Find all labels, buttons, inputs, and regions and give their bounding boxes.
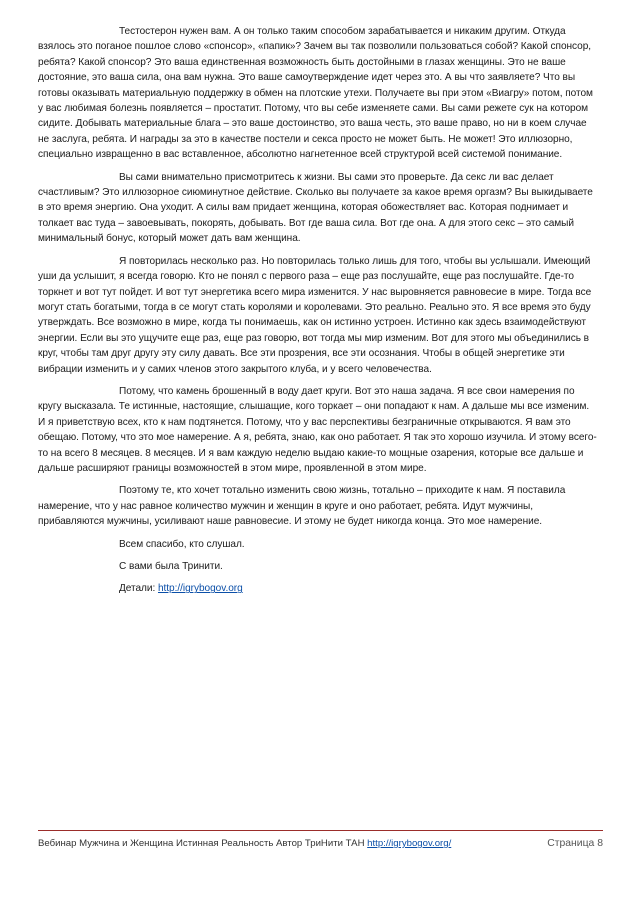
page-number: Страница 8 xyxy=(547,838,603,849)
footer-divider xyxy=(38,830,603,831)
footer-text: Вебинар Мужчина и Женщина Истинная Реальность Автор ТриНити ТАН xyxy=(38,838,368,849)
paragraph-repeated: Я повторилась несколько раз. Но повторилась только лишь для того, чтобы вы услышали. Имеющий уши да услышит, я всегда говорю. Кто не понял с первого раза – еще раз послушайте, еще раз послушайте. Где-то торкнет и вот тут пойдет. И вот тут энергетика всего мира изменится. У нас выровняется равновесие в мире. Тогда все могут стать богатыми, тогда в се могут стать королями и королевами. Это реально. Реально это. Я все время это буду утверждать. Все возможно в мире, когда ты понимаешь, как он истинно устроен. Истинно как здесь взаимодействуют энергии. Если вы это ущучите еще раз, еще раз говорю, вот тогда мы мир изменим. Вот для этого мы объединились в круг, чтобы там друг другу эту силу давать. Все эти прозрения, все эти осознания. Чтобы в общей энергетике эти вибрации изменить и у самих членов этого закрытого клуба, и у всего человечества. xyxy=(38,255,592,375)
paragraph-stone-in-water: Потому, что камень брошенный в воду дает круги. Вот это наша задача. Я все свои намерения по кругу высказала. Те истинные, настоящие, слышащие, кого торкает – они попадают к нам. А дальше мы все изменим. И я приветствую всех, кто к нам подтянется. Потому, что у вас перспективы безграничные открываются. Я вам это обещаю. Потому, что это мое намерение. А я, ребята, знаю, как оно работает. Я так это хорошо изучила. И этому всего-то на всего 8 месяцев. 8 месяцев. И я вам каждую неделю выдаю какие-то мощные озарения, которые все дальше и дальше расширяют границы возможностей в этом мире, проявленной в этом мире. xyxy=(38,385,597,474)
details-line xyxy=(38,581,598,596)
footer-link[interactable]: http://igrybogov.org/ xyxy=(367,838,452,849)
paragraph-change-your-life: Поэтому те, кто хочет тотально изменить свою жизнь, тотально – приходите к нам. Я поставила намерение, что у нас равное количество мужчин и женщин в круге и оно работает, ребята. Идут мужчины, прибавляются мужчины, усиливают наше равновесие. И этому не будет никогда конца. Это мое намерение. xyxy=(38,485,566,528)
details-label: Детали: xyxy=(119,583,158,595)
thanks-line: Всем спасибо, кто слушал. xyxy=(119,538,245,550)
footer-title xyxy=(38,837,451,850)
paragraph-testosterone: Тестостерон нужен вам. А он только таким способом зарабатывается и никаким другим. Откуда взялось это поганое пошлое слово «спонсор», «папик»? Зачем вы так позволили пользоваться собой? Какой спонсор, ребята? Какой спонсор? Это ваша единственная возможность быть достойными в глазах женщины. Это не ваше достояние, это ваша сила, она вам нужна. Это ваше самоутверждение идет через это. А вы что заявляете? Что вы готовы оказывать материальную поддержку в обмен на плотские утехи. Получаете вы при этом «Виагру» потом, потом у вас любимая болезнь появляется – простатит. Потому, что вы себе изменяете сами. Вы сами режете сук на котором сидите. Добывать материальные блага – это ваше достоинство, это ваша честь, это ваше право, но ни в коем случае не заслуга, ребята. И награды за это в качестве постели и секса просто не может быть. Не может! Это иллюзорно, специально извращенно в вас вставленное, абсолютно нагнетенное всей структурой всей системой понимание. xyxy=(38,26,593,161)
details-link[interactable]: http://igrybogov.org xyxy=(157,583,243,595)
host-line: С вами была Тринити. xyxy=(119,561,223,572)
paragraph-look-at-life: Вы сами внимательно присмотритесь к жизни. Вы сами это проверьте. Да секс ли вас делает счастливым? Это иллюзорное сиюминутное действие. Сколько вы получаете за какое время оргазм? Вы выкидываете в это время энергию. Она уходит. А силы вам придает женщина, которая обожествляет вас. Которая поднимает и толкает вас туда – завоевывать, покорять, добывать. Вот где ваша сила. Вот где она. А для этого секс – это самый минимальный бонус, который может дать вам женщина. xyxy=(38,171,593,245)
document-page xyxy=(38,24,598,597)
